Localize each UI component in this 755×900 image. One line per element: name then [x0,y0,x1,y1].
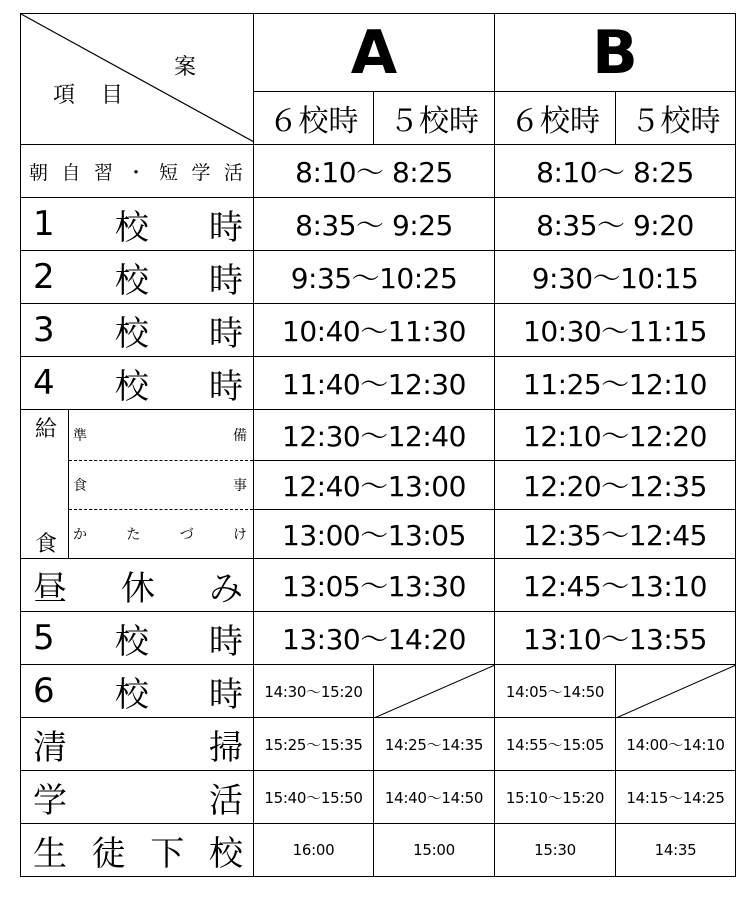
table-row [21,510,736,559]
plan-a-time: 13:05～13:30 [254,559,495,612]
row-label-char: 自 [61,161,81,184]
row-label-char: 習 [93,161,113,184]
row-label-char: 時 [208,207,243,248]
plan-a-5-time: 14:25～14:35 [374,718,495,771]
row-label [21,718,254,771]
empty-cell-diagonal [374,665,495,718]
row-label-char: 学 [33,780,67,821]
lunch-group-top: 給 [35,417,58,442]
row-label-char: 休 [121,568,155,609]
corner-plan-label: 案 [174,55,197,80]
plan-a-5-time: 14:40～14:50 [374,771,495,824]
plan-a-time: 13:00～13:05 [254,510,495,559]
row-label-char: 時 [208,674,243,715]
plan-a-header: A [254,14,495,92]
table-row [21,665,736,718]
plan-b-time: 9:30～10:15 [495,251,736,304]
row-label-char: 生 [33,833,67,874]
schedule-table [20,13,736,877]
plan-a-6-periods-header: ６校時 [254,92,374,145]
lunch-item-label [69,461,254,510]
row-label-char: 事 [233,478,247,494]
row-label-char: 準 [73,428,87,444]
plan-b-time: 8:10～ 8:25 [495,145,736,198]
row-label-char: 校 [114,207,149,248]
row-label-char: 校 [114,621,149,662]
row-label [21,824,254,877]
row-label-char: 校 [208,833,243,874]
row-label-char: 校 [114,674,149,715]
row-label-char: 備 [233,428,247,444]
plan-b-6-periods-header: ６校時 [495,92,616,145]
row-label-char: 1 [33,204,55,244]
row-label-char: 時 [208,313,243,354]
table-row [21,251,736,304]
row-label-char: 時 [208,260,243,301]
plan-a-time: 8:35～ 9:25 [254,198,495,251]
plan-a-time: 12:40～13:00 [254,461,495,510]
lunch-group-label [21,410,69,559]
corner-item-label: 項 目 [53,83,126,108]
row-label-char: ・ [126,161,146,184]
plan-a-6-time: 14:30～15:20 [254,665,374,718]
row-label [21,145,254,198]
row-label [21,612,254,665]
plan-b-time: 12:10～12:20 [495,410,736,461]
row-label-char: 校 [114,313,149,354]
table-row [21,771,736,824]
row-label-char: 学 [191,161,211,184]
plan-a-5-periods-header: ５校時 [374,92,495,145]
row-label-char: 短 [158,161,178,184]
row-label [21,251,254,304]
table-row [21,824,736,877]
row-label [21,304,254,357]
plan-a-time: 12:30～12:40 [254,410,495,461]
row-label-char: 活 [223,161,243,184]
table-row [21,357,736,410]
plan-a-6-time: 16:00 [254,824,374,877]
plan-b-5-time: 14:35 [616,824,736,877]
row-label-char: 4 [33,363,55,403]
plan-a-time: 9:35～10:25 [254,251,495,304]
plan-b-6-time: 14:55～15:05 [495,718,616,771]
table-row [21,718,736,771]
table-row [21,461,736,510]
plan-b-time: 12:45～13:10 [495,559,736,612]
lunch-item-label [69,410,254,461]
plan-b-header: B [495,14,736,92]
empty-cell-diagonal [616,665,736,718]
plan-a-5-time: 15:00 [374,824,495,877]
plan-a-time: 11:40～12:30 [254,357,495,410]
row-label-char: 徒 [91,833,126,874]
plan-b-6-time: 14:05～14:50 [495,665,616,718]
row-label-char: 3 [33,310,55,350]
plan-b-time: 11:25～12:10 [495,357,736,410]
plan-b-6-time: 15:10～15:20 [495,771,616,824]
table-row [21,559,736,612]
lunch-item-label [69,510,254,559]
row-label-char: 校 [114,366,149,407]
plan-a-time: 13:30～14:20 [254,612,495,665]
plan-a-5-empty-cell [374,665,495,718]
plan-b-5-empty-cell [616,665,736,718]
plan-b-time: 12:35～12:45 [495,510,736,559]
plan-a-6-time: 15:40～15:50 [254,771,374,824]
plan-b-5-time: 14:15～14:25 [616,771,736,824]
plan-a-time: 8:10～ 8:25 [254,145,495,198]
table-row [21,145,736,198]
row-label [21,198,254,251]
row-label-char: 清 [33,727,67,768]
row-label-char: み [209,568,243,609]
row-label-char: づ [179,527,194,543]
table-row [21,198,736,251]
row-label-char: 2 [33,257,55,297]
row-label [21,559,254,612]
plan-b-time: 10:30～11:15 [495,304,736,357]
row-label-char: 時 [208,366,243,407]
row-label-char: 下 [150,833,185,874]
table-row [21,304,736,357]
row-label-char: 活 [209,780,243,821]
plan-b-time: 13:10～13:55 [495,612,736,665]
plan-a-time: 10:40～11:30 [254,304,495,357]
table-row [21,410,736,461]
plan-b-5-periods-header: ５校時 [616,92,736,145]
plan-b-6-time: 15:30 [495,824,616,877]
plan-b-time: 8:35～ 9:20 [495,198,736,251]
row-label [21,771,254,824]
plan-a-6-time: 15:25～15:35 [254,718,374,771]
plan-b-5-time: 14:00～14:10 [616,718,736,771]
plan-b-time: 12:20～12:35 [495,461,736,510]
row-label-char: 昼 [33,568,67,609]
row-label-char: 食 [73,478,87,494]
header-corner-cell [21,14,254,145]
row-label-char: け [232,527,247,543]
row-label-char: 6 [33,671,55,711]
row-label [21,665,254,718]
row-label-char: 時 [208,621,243,662]
lunch-group-bottom: 食 [35,532,58,557]
row-label-char: か [73,527,87,543]
row-label-char: 朝 [29,161,49,184]
row-label [21,357,254,410]
row-label-char: た [126,527,141,543]
row-label-char: 校 [114,260,149,301]
table-row [21,612,736,665]
row-label-char: 5 [33,618,55,658]
row-label-char: 掃 [209,727,243,768]
